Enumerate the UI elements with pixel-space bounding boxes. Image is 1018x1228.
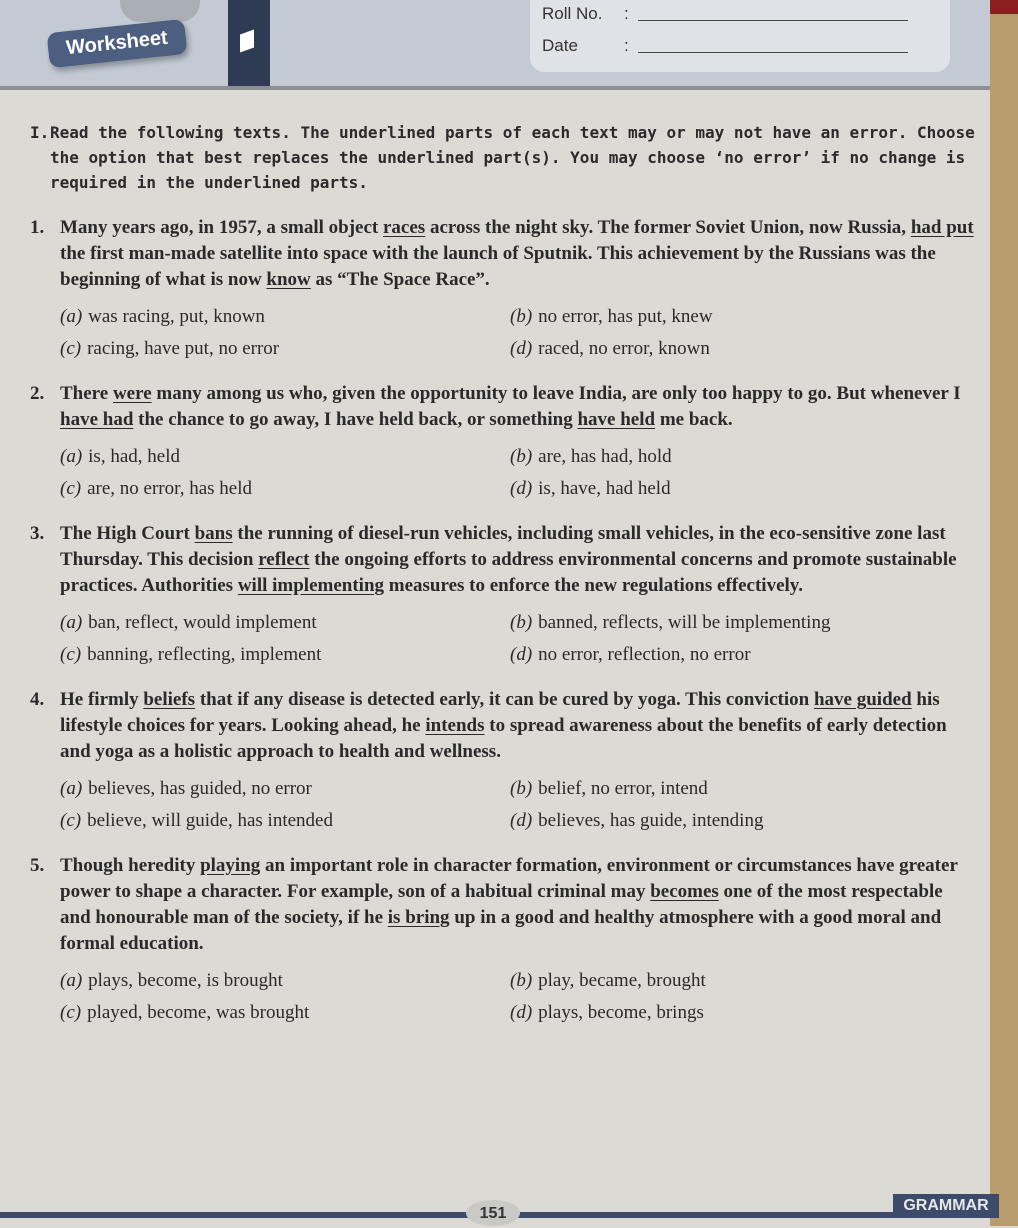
option-letter: (a): [60, 446, 83, 467]
option-letter: (a): [60, 778, 83, 799]
underlined-part: intends: [425, 715, 485, 736]
text-segment: many among us who, given the opportunity to leave India, are only too happy to go. But whenever I: [151, 383, 961, 404]
options-5: [60, 969, 975, 1025]
worksheet-number-badge: [120, 0, 200, 22]
text-segment: The High Court: [60, 523, 195, 544]
option-text: banning, reflecting, implement: [87, 644, 322, 665]
underlined-part: will implementing: [237, 575, 385, 596]
underlined-part: have held: [577, 409, 656, 430]
underlined-part: bans: [194, 523, 233, 544]
page-edge-red: [990, 0, 1018, 14]
option-letter: (c): [60, 478, 82, 499]
text-segment: across the night sky. The former Soviet Union, now Russia,: [425, 217, 911, 238]
section-number: I.: [30, 123, 50, 142]
question-text: [60, 853, 975, 957]
header-divider: [0, 86, 990, 90]
options-2: [60, 445, 975, 501]
text-segment: as “The Space Race”.: [310, 269, 490, 290]
option-letter: (a): [60, 612, 83, 633]
options-3: [60, 611, 975, 667]
text-segment: that if any disease is detected early, it can be cured by yoga. This conviction: [195, 689, 814, 710]
option-text: believe, will guide, has intended: [87, 810, 333, 831]
option-text: believes, has guide, intending: [538, 810, 764, 831]
option-1-a[interactable]: [60, 305, 500, 329]
text-segment: He firmly: [60, 689, 144, 710]
underlined-part: have had: [60, 409, 134, 430]
option-letter: (d): [510, 810, 533, 831]
option-letter: (d): [510, 1002, 533, 1023]
figure-illustration: [228, 0, 270, 88]
roll-number-field: [542, 4, 922, 24]
option-letter: (d): [510, 644, 533, 665]
options-1: [60, 305, 975, 361]
date-label: Date: [542, 36, 578, 55]
question-2: [30, 381, 975, 433]
option-letter: (b): [510, 970, 533, 991]
option-2-c[interactable]: [60, 477, 500, 501]
option-text: is, had, held: [88, 446, 180, 467]
underlined-part: is bring: [387, 907, 450, 928]
option-letter: (b): [510, 778, 533, 799]
option-letter: (c): [60, 810, 82, 831]
roll-blank-line: [638, 20, 908, 21]
option-letter: (c): [60, 338, 82, 359]
option-5-d[interactable]: [510, 1001, 950, 1025]
question-list: [30, 215, 975, 1025]
option-5-b[interactable]: [510, 969, 950, 993]
question-number: 4.: [30, 689, 45, 710]
option-1-d[interactable]: [510, 337, 950, 361]
option-2-d[interactable]: [510, 477, 950, 501]
underlined-part: playing: [200, 855, 261, 876]
question-number: 2.: [30, 383, 45, 404]
worksheet-header: [0, 0, 990, 90]
option-text: no error, has put, knew: [538, 306, 713, 327]
text-segment: me back.: [655, 409, 733, 430]
question-number: 5.: [30, 855, 45, 876]
option-5-a[interactable]: [60, 969, 500, 993]
instruction-text: Read the following texts. The underlined parts of each text may or may not have an error. Choose the option that best replaces the underlined part(s). You may choose ‘no error’ if no change is required in the underlined parts.: [50, 123, 975, 192]
option-2-a[interactable]: [60, 445, 500, 469]
question-5: [30, 853, 975, 957]
text-segment: one of the most respectable and honourable man of the society, if he: [60, 881, 943, 928]
question-text: [60, 215, 975, 293]
text-segment: his lifestyle choices for years. Looking ahead, he: [60, 689, 940, 736]
text-segment: measures to enforce the new regulations effectively.: [384, 575, 803, 596]
option-text: raced, no error, known: [538, 338, 710, 359]
instructions: [30, 120, 975, 195]
option-4-d[interactable]: [510, 809, 950, 833]
option-text: played, become, was brought: [87, 1002, 310, 1023]
option-letter: (a): [60, 970, 83, 991]
option-2-b[interactable]: [510, 445, 950, 469]
text-segment: up in a good and healthy atmosphere with a good moral and formal education.: [60, 907, 942, 954]
option-letter: (d): [510, 478, 533, 499]
option-4-b[interactable]: [510, 777, 950, 801]
question-block-4: [30, 687, 975, 833]
option-5-c[interactable]: [60, 1001, 500, 1025]
option-4-c[interactable]: [60, 809, 500, 833]
question-block-5: [30, 853, 975, 1025]
underlined-part: know: [266, 269, 311, 290]
colon: :: [624, 36, 629, 55]
question-number: 3.: [30, 523, 45, 544]
option-3-d[interactable]: [510, 643, 950, 667]
underlined-part: reflect: [258, 549, 310, 570]
option-3-b[interactable]: [510, 611, 950, 635]
option-letter: (b): [510, 446, 533, 467]
underlined-part: were: [112, 383, 152, 404]
option-text: racing, have put, no error: [87, 338, 280, 359]
option-4-a[interactable]: [60, 777, 500, 801]
option-letter: (a): [60, 306, 83, 327]
text-segment: the running of diesel-run vehicles, including small vehicles, in the eco-sensitive zone last Thursday. This decision: [60, 523, 946, 570]
option-1-b[interactable]: [510, 305, 950, 329]
question-text: [60, 687, 975, 765]
question-text: [60, 381, 975, 433]
roll-date-box: [530, 0, 950, 72]
text-segment: the ongoing efforts to address environmental concerns and promote sustainable practices. Authorities: [60, 549, 957, 596]
date-blank-line: [638, 52, 908, 53]
date-field: [542, 36, 922, 56]
worksheet-label: Worksheet: [47, 19, 188, 68]
question-block-2: [30, 381, 975, 501]
worksheet-content: [30, 120, 975, 1025]
option-text: plays, become, brings: [538, 1002, 704, 1023]
question-text: [60, 521, 975, 599]
text-segment: Many years ago, in 1957, a small object: [60, 217, 383, 238]
option-text: no error, reflection, no error: [538, 644, 751, 665]
text-segment: the first man-made satellite into space with the launch of Sputnik. This achievement by the Russians was the beginning of what is now: [60, 243, 936, 290]
option-text: belief, no error, intend: [538, 778, 708, 799]
question-4: [30, 687, 975, 765]
question-1: [30, 215, 975, 293]
option-text: plays, become, is brought: [88, 970, 283, 991]
section-tag: GRAMMAR: [893, 1194, 999, 1218]
page-number: 151: [466, 1200, 520, 1226]
options-4: [60, 777, 975, 833]
option-3-a[interactable]: [60, 611, 500, 635]
option-3-c[interactable]: [60, 643, 500, 667]
option-text: play, became, brought: [538, 970, 706, 991]
option-text: are, has had, hold: [538, 446, 672, 467]
option-letter: (b): [510, 306, 533, 327]
option-text: ban, reflect, would implement: [88, 612, 317, 633]
option-letter: (d): [510, 338, 533, 359]
option-1-c[interactable]: [60, 337, 500, 361]
colon: :: [624, 4, 629, 23]
option-letter: (b): [510, 612, 533, 633]
option-text: banned, reflects, will be implementing: [538, 612, 831, 633]
text-segment: an important role in character formation, environment or circumstances have greater power to shape a character. For example, son of a habitual criminal may: [60, 855, 958, 902]
option-letter: (c): [60, 1002, 82, 1023]
roll-label: Roll No.: [542, 4, 603, 23]
option-text: are, no error, has held: [87, 478, 252, 499]
text-segment: There: [60, 383, 113, 404]
option-text: believes, has guided, no error: [88, 778, 312, 799]
underlined-part: had put: [910, 217, 974, 238]
underlined-part: races: [382, 217, 426, 238]
option-text: is, have, had held: [538, 478, 671, 499]
text-segment: Though heredity: [60, 855, 201, 876]
question-block-1: [30, 215, 975, 361]
option-text: was racing, put, known: [88, 306, 265, 327]
text-segment: to spread awareness about the benefits of early detection and yoga as a holistic approach to health and wellness.: [60, 715, 947, 762]
question-number: 1.: [30, 217, 45, 238]
figure-mark: [240, 29, 254, 52]
underlined-part: beliefs: [143, 689, 196, 710]
underlined-part: becomes: [650, 881, 719, 902]
text-segment: the chance to go away, I have held back, or something: [133, 409, 578, 430]
question-block-3: [30, 521, 975, 667]
option-letter: (c): [60, 644, 82, 665]
page-edge: [990, 0, 1018, 1226]
question-3: [30, 521, 975, 599]
underlined-part: have guided: [813, 689, 912, 710]
